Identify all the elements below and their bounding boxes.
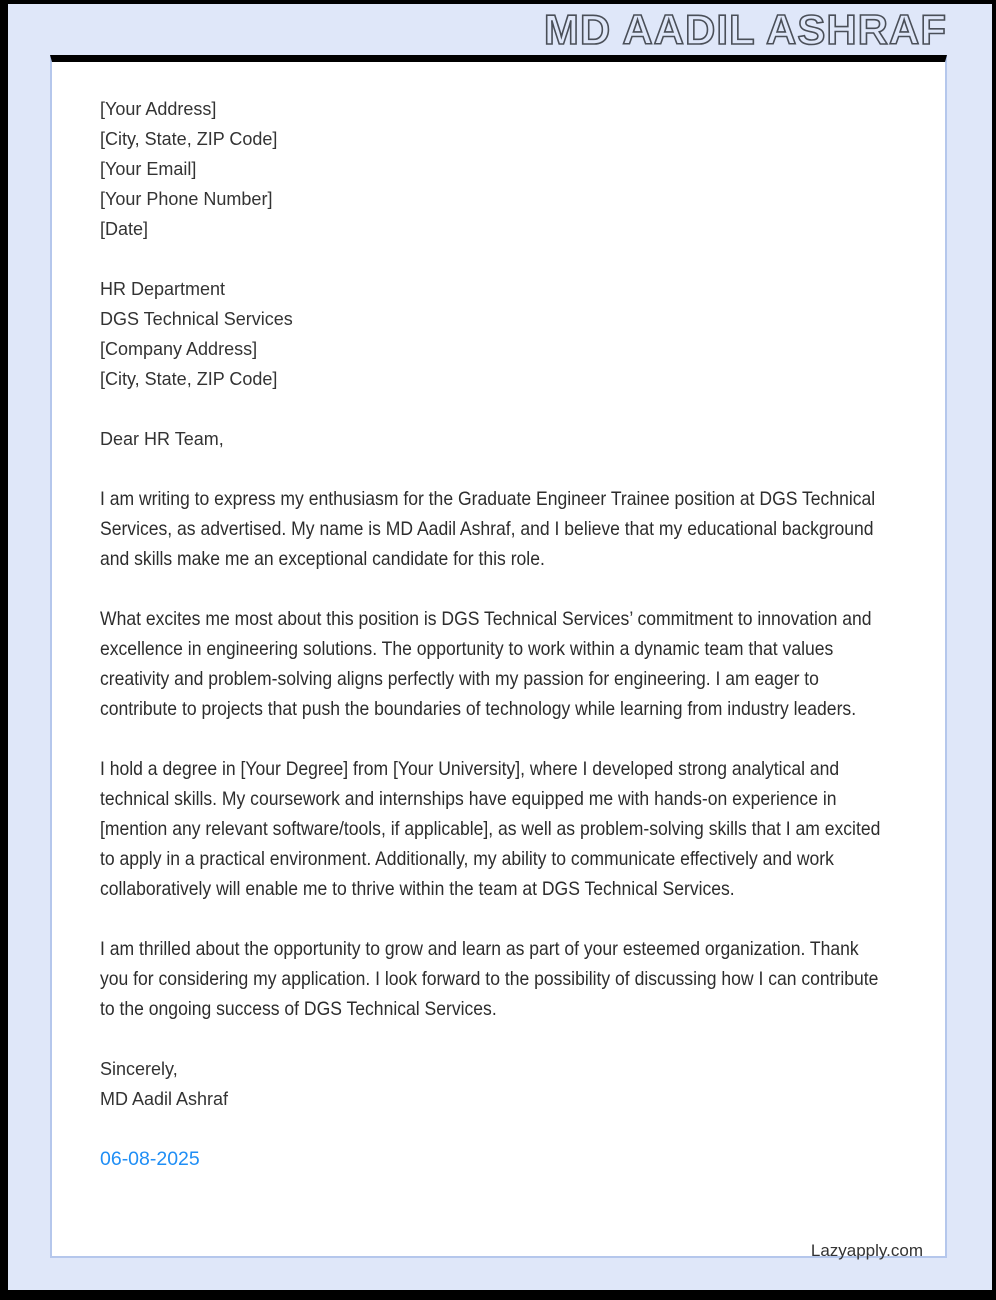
cover-letter-document [50, 55, 947, 1258]
closing-word: Sincerely, [100, 1059, 178, 1079]
recipient-address-block [100, 274, 891, 394]
recipient-city-line: [City, State, ZIP Code] [100, 369, 278, 389]
sender-email-line: [Your Email] [100, 159, 197, 179]
sender-date-line: [Date] [100, 219, 149, 239]
signature-name: MD Aadil Ashraf [100, 1089, 229, 1109]
lazyapply-watermark: Lazyapply.com [810, 1241, 923, 1260]
sender-address-block [100, 94, 891, 244]
recipient-address-line: [Company Address] [100, 339, 258, 359]
letter-body [52, 62, 945, 1174]
recipient-company-line: DGS Technical Services [100, 309, 293, 329]
candidate-name-title: MD AADIL ASHRAF [543, 6, 947, 53]
sender-phone-line: [Your Phone Number] [100, 189, 273, 209]
paragraph-qualifications: I hold a degree in [Your Degree] from [Your University], where I developed strong analytical and technical skills. My coursework and internships have equipped me with hands-on experience in [mention any relevant software/tools, if applicable], as well as problem-solving skills that I am excited to apply in a practical environment. Additionally, my ability to communicate effectively and work collaboratively will enable me to thrive within the team at DGS Technical Services. [100, 758, 881, 900]
letter-date: 06-08-2025 [100, 1148, 200, 1170]
salutation: Dear HR Team, [100, 429, 224, 449]
page-background [8, 4, 992, 1290]
closing-block [100, 1054, 891, 1114]
paragraph-intro: I am writing to express my enthusiasm for the Graduate Engineer Trainee position at DGS Technical Services, as advertised. My name is MD Aadil Ashraf, and I believe that my educational background and skills make me an exceptional candidate for this role. [100, 488, 876, 570]
sender-city-line: [City, State, ZIP Code] [100, 129, 278, 149]
recipient-department-line: HR Department [100, 279, 226, 299]
paragraph-thanks: I am thrilled about the opportunity to grow and learn as part of your esteemed organization. Thank you for considering my application. I look forward to the possibility of discussing how I can contribute to the ongoing success of DGS Technical Services. [100, 938, 879, 1020]
paragraph-motivation: What excites me most about this position is DGS Technical Services’ commitment to innovation and excellence in engineering solutions. The opportunity to work within a dynamic team that values creativity and problem-solving aligns perfectly with my passion for engineering. I am eager to contribute to projects that push the boundaries of technology while learning from industry leaders. [100, 608, 872, 720]
sender-address-line: [Your Address] [100, 99, 217, 119]
